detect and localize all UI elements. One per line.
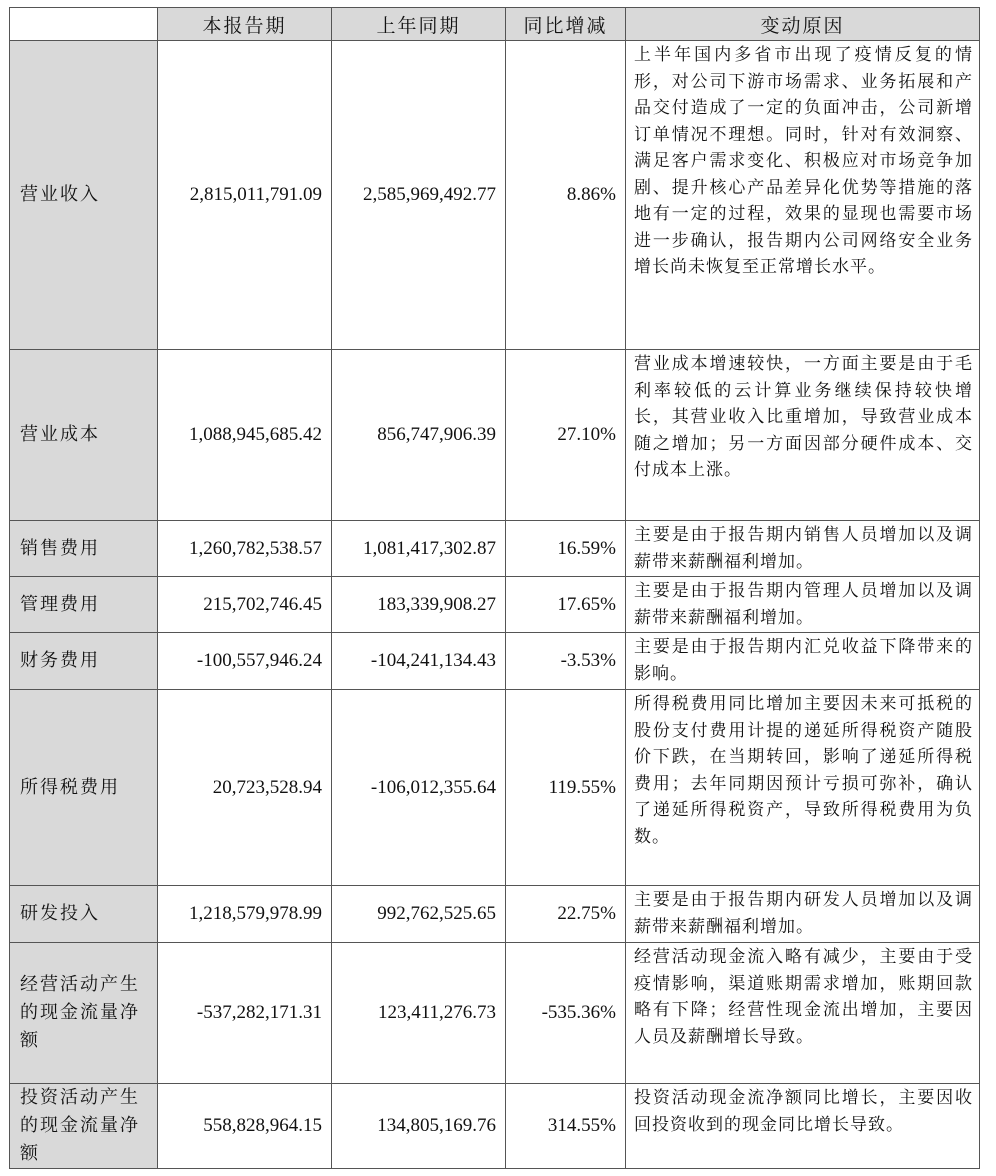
row-reason: 上半年国内多省市出现了疫情反复的情形，对公司下游市场需求、业务拓展和产品交付造成了一定的负面冲击，公司新增订单情况不理想。同时，针对有效洞察、满足客户需求变化、积极应对市场竞争加剧、提升核心产品差异化优势等措施的落地有一定的过程，效果的显现也需要市场进一步确认，报告期内公司网络安全业务增长尚未恢复至正常增长水平。 [626,41,980,350]
row-change: 17.65% [506,577,626,633]
row-current: 215,702,746.45 [158,577,332,633]
row-reason: 主要是由于报告期内管理人员增加以及调薪带来薪酬福利增加。 [626,577,980,633]
row-current: 1,260,782,538.57 [158,521,332,577]
row-item: 财务费用 [10,633,158,690]
header-current-period: 本报告期 [158,8,332,41]
row-previous: 2,585,969,492.77 [332,41,506,350]
row-current: -100,557,946.24 [158,633,332,690]
row-change: -3.53% [506,633,626,690]
header-row [10,8,980,41]
table-row [10,577,980,633]
row-current: 1,088,945,685.42 [158,350,332,521]
table-row [10,690,980,886]
row-reason: 主要是由于报告期内汇兑收益下降带来的影响。 [626,633,980,690]
row-reason: 经营活动现金流入略有减少，主要由于受疫情影响，渠道账期需求增加，账期回款略有下降；经营性现金流出增加，主要因人员及薪酬增长导致。 [626,943,980,1084]
row-previous: -106,012,355.64 [332,690,506,886]
table-row [10,633,980,690]
row-reason: 主要是由于报告期内销售人员增加以及调薪带来薪酬福利增加。 [626,521,980,577]
row-current: 2,815,011,791.09 [158,41,332,350]
row-item: 投资活动产生的现金流量净额 [10,1084,158,1169]
row-current: -537,282,171.31 [158,943,332,1084]
row-previous: 1,081,417,302.87 [332,521,506,577]
row-previous: 123,411,276.73 [332,943,506,1084]
row-previous: 856,747,906.39 [332,350,506,521]
table-row [10,41,980,350]
row-item: 营业收入 [10,41,158,350]
row-change: 119.55% [506,690,626,886]
row-current: 1,218,579,978.99 [158,886,332,943]
row-reason: 营业成本增速较快，一方面主要是由于毛利率较低的云计算业务继续保持较快增长，其营业收入比重增加，导致营业成本随之增加；另一方面因部分硬件成本、交付成本上涨。 [626,350,980,521]
header-change-reason: 变动原因 [626,8,980,41]
header-item-blank [10,8,158,41]
row-current: 20,723,528.94 [158,690,332,886]
row-change: -535.36% [506,943,626,1084]
row-previous: 992,762,525.65 [332,886,506,943]
row-change: 314.55% [506,1084,626,1169]
row-previous: 183,339,908.27 [332,577,506,633]
row-reason: 所得税费用同比增加主要因未来可抵税的股份支付费用计提的递延所得税资产随股价下跌，在当期转回，影响了递延所得税费用；去年同期因预计亏损可弥补，确认了递延所得税资产，导致所得税费用为负数。 [626,690,980,886]
table-row [10,521,980,577]
table-row [10,943,980,1084]
row-reason: 主要是由于报告期内研发人员增加以及调薪带来薪酬福利增加。 [626,886,980,943]
table-row [10,350,980,521]
row-previous: -104,241,134.43 [332,633,506,690]
row-previous: 134,805,169.76 [332,1084,506,1169]
row-change: 16.59% [506,521,626,577]
row-item: 销售费用 [10,521,158,577]
row-item: 营业成本 [10,350,158,521]
row-item: 经营活动产生的现金流量净额 [10,943,158,1084]
row-change: 8.86% [506,41,626,350]
table-row [10,1084,980,1169]
table-row [10,886,980,943]
row-change: 27.10% [506,350,626,521]
row-change: 22.75% [506,886,626,943]
row-reason: 投资活动现金流净额同比增长，主要因收回投资收到的现金同比增长导致。 [626,1084,980,1169]
row-current: 558,828,964.15 [158,1084,332,1169]
row-item: 管理费用 [10,577,158,633]
header-previous-period: 上年同期 [332,8,506,41]
row-item: 所得税费用 [10,690,158,886]
header-yoy-change: 同比增减 [506,8,626,41]
row-item: 研发投入 [10,886,158,943]
financial-comparison-table [9,7,980,1169]
